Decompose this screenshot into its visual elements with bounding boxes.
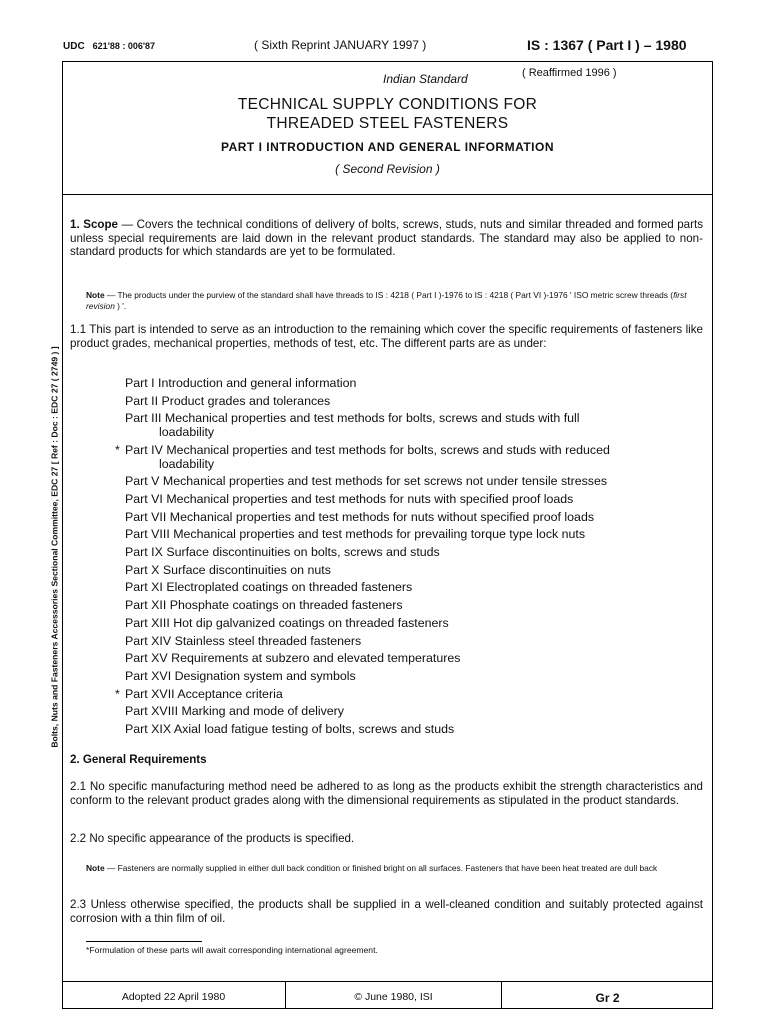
note-text: — The products under the purview of the standard shall have threads to IS : 4218 ( Part I )-1976 to IS : 4218 ( Part VI )-1976 ' ISO metric screw threads ( xyxy=(104,290,674,300)
parts-list-item xyxy=(125,393,705,411)
footnote-mark: * xyxy=(115,686,120,701)
parts-list-item xyxy=(125,721,705,739)
indian-standard-label: Indian Standard xyxy=(383,72,468,86)
parts-list-item xyxy=(125,544,705,562)
standard-number: IS : 1367 ( Part I ) – 1980 xyxy=(527,37,687,53)
parts-list-text: Part II Product grades and tolerances xyxy=(125,393,331,408)
footnote-mark: * xyxy=(115,442,120,457)
parts-list-continuation: loadability xyxy=(159,456,215,471)
parts-list-item xyxy=(125,668,705,686)
note-fasteners xyxy=(86,863,706,874)
parts-list-item xyxy=(115,686,705,704)
parts-list-text: Part XV Requirements at subzero and elevated temperatures xyxy=(125,651,461,666)
parts-list-text: Part VII Mechanical properties and test methods for nuts without specified proof loads xyxy=(125,509,595,524)
parts-list-item xyxy=(125,650,705,668)
parts-list-text: Part XVIII Marking and mode of delivery xyxy=(125,704,345,719)
parts-list-item xyxy=(125,703,705,721)
side-committee-label: Bolts, Nuts and Fasteners Accessories Sectional Committee, EDC 27 [ Ref : Doc : EDC 27 ( 2749 ) ] xyxy=(49,346,60,748)
udc-label: UDC xyxy=(63,41,85,52)
paragraph-2-2: 2.2 No specific appearance of the products is specified. xyxy=(70,832,355,845)
footnote: *Formulation of these parts will await corresponding international agreement. xyxy=(86,945,378,955)
parts-list-text: Part IX Surface discontinuities on bolts, screws and studs xyxy=(125,545,440,560)
parts-list-item xyxy=(125,579,705,597)
note-threads xyxy=(86,290,706,311)
parts-list-item xyxy=(125,633,705,651)
parts-list-item xyxy=(125,375,705,393)
parts-list-text: Part VIII Mechanical properties and test methods for prevailing torque type lock nuts xyxy=(125,527,586,542)
udc-number: 621'88 : 006'87 xyxy=(92,41,156,51)
parts-list xyxy=(115,375,705,739)
paragraph-2-1: 2.1 No specific manufacturing method need be adhered to as long as the products exhibit the strength characteristics and conform to the relevant product grades along with the dimensional requirements as stipulated in the product standards. xyxy=(70,780,703,807)
part-title: PART I INTRODUCTION AND GENERAL INFORMATION xyxy=(220,140,555,154)
reaffirmed-note: ( Reaffirmed 1996 ) xyxy=(522,67,617,79)
paragraph-2-3: 2.3 Unless otherwise specified, the products shall be supplied in a well-cleaned condition and suitably protected against corrosion with a thin film of oil. xyxy=(70,898,703,925)
note-italic: first revision xyxy=(86,290,687,311)
title-divider xyxy=(62,194,713,195)
price-grade: Gr 2 xyxy=(595,991,620,1005)
parts-list-text: Part VI Mechanical properties and test methods for nuts with specified proof loads xyxy=(125,491,574,506)
title-line-1: TECHNICAL SUPPLY CONDITIONS FOR xyxy=(237,96,538,113)
parts-list-text: Part I Introduction and general information xyxy=(125,376,357,390)
parts-list-item xyxy=(125,491,705,509)
parts-list-text: Part XI Electroplated coatings on threaded fasteners xyxy=(125,580,413,595)
parts-list-item xyxy=(125,597,705,615)
parts-list-item xyxy=(125,410,705,441)
parts-list-text: Part XVII Acceptance criteria xyxy=(125,686,283,701)
note2-label: Note xyxy=(86,863,105,873)
reprint-note: ( Sixth Reprint JANUARY 1997 ) xyxy=(254,38,427,52)
scope-paragraph xyxy=(70,218,703,259)
udc-code xyxy=(63,41,155,52)
paragraph-1-1: 1.1 This part is intended to serve as an introduction to the remaining which cover the specific requirements of fasteners like product grades, mechanical properties, methods of test, etc. The different parts are as under: xyxy=(70,323,703,350)
parts-list-item xyxy=(125,473,705,491)
parts-list-text: Part V Mechanical properties and test methods for set screws not under tensile stresses xyxy=(125,474,608,489)
note-label: Note xyxy=(86,290,105,300)
parts-list-item xyxy=(125,526,705,544)
parts-list-text: Part XVI Designation system and symbols xyxy=(125,668,356,683)
parts-list-text: Part XIX Axial load fatigue testing of bolts, screws and studs xyxy=(125,722,455,737)
title-line-2: THREADED STEEL FASTENERS xyxy=(266,115,509,132)
section-2-heading: 2. General Requirements xyxy=(70,753,207,766)
parts-list-text: Part X Surface discontinuities on nuts xyxy=(125,562,331,577)
parts-list-text: Part XIV Stainless steel threaded fasteners xyxy=(125,633,362,648)
scope-text: — Covers the technical conditions of delivery of bolts, screws, studs, nuts and similar threaded and formed parts unless special requirements are laid down in the relevant product standards. The standard may also be applied to non-standard products for which standards are yet to be formulated. xyxy=(70,218,703,259)
parts-list-item xyxy=(125,562,705,580)
note2-text: — Fasteners are normally supplied in either dull back condition or finished bright on all surfaces. Fasteners that have been heat treated are dull back xyxy=(104,863,658,873)
parts-list-text: Part III Mechanical properties and test methods for bolts, screws and studs with full xyxy=(125,411,580,426)
parts-list-item xyxy=(115,442,705,473)
parts-list-item xyxy=(125,615,705,633)
parts-list-item xyxy=(125,509,705,527)
footer-rule xyxy=(62,981,713,982)
parts-list-text: Part XIII Hot dip galvanized coatings on threaded fasteners xyxy=(125,615,449,630)
copyright: © June 1980, ISI xyxy=(354,991,433,1003)
adopted-date: Adopted 22 April 1980 xyxy=(121,991,226,1003)
parts-list-continuation: loadability xyxy=(159,425,215,440)
footnote-rule xyxy=(86,941,202,942)
revision-label: ( Second Revision ) xyxy=(335,162,440,176)
scope-heading: 1. Scope xyxy=(70,218,118,231)
side-committee-text xyxy=(49,290,61,805)
parts-list-text: Part IV Mechanical properties and test methods for bolts, screws and studs with reduced xyxy=(125,442,610,457)
parts-list-text: Part XII Phosphate coatings on threaded fasteners xyxy=(125,598,403,613)
note-end: ) '. xyxy=(114,300,127,311)
